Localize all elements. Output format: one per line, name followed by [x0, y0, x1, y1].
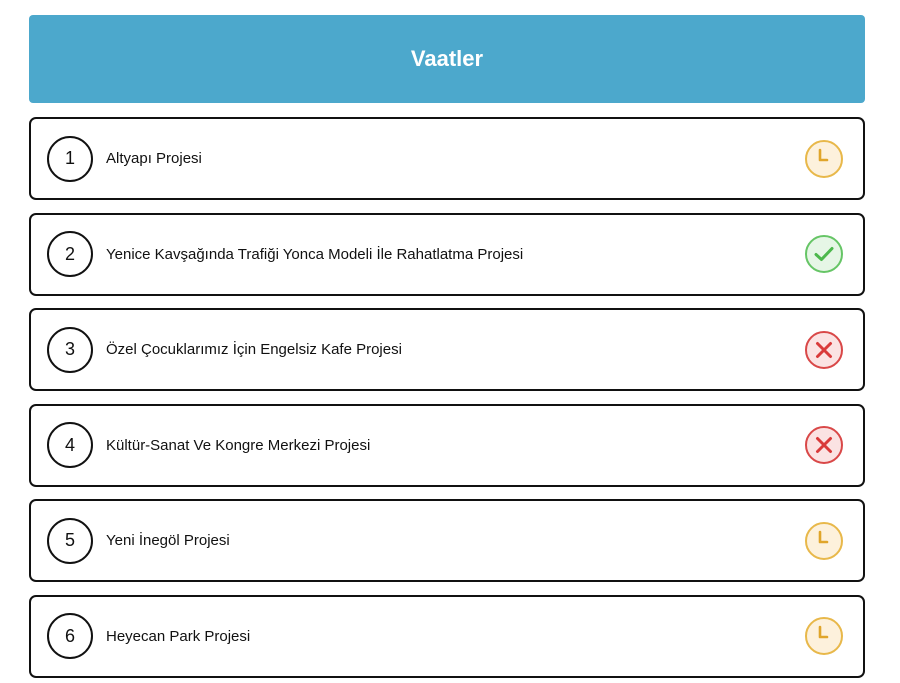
item-number: 6 [47, 613, 93, 659]
item-title: Altyapı Projesi [106, 150, 202, 167]
item-title: Heyecan Park Projesi [106, 627, 251, 645]
item-title: Özel Çocuklarımız İçin Engelsiz Kafe Projesi [106, 341, 402, 359]
x-icon [804, 425, 844, 465]
promise-item[interactable] [29, 404, 865, 487]
x-icon [804, 330, 844, 370]
promise-item[interactable] [29, 117, 865, 200]
item-title: Yeni İnegöl Projesi [106, 532, 230, 550]
promise-list [29, 117, 865, 683]
promise-item[interactable] [29, 595, 865, 678]
item-title: Kültür-Sanat Ve Kongre Merkezi Projesi [106, 436, 371, 454]
item-number: 4 [47, 422, 93, 468]
promise-item[interactable] [29, 308, 865, 391]
item-number: 3 [47, 327, 93, 373]
check-icon [804, 234, 844, 274]
item-title: Yenice Kavşağında Trafiği Yonca Modeli İle Rahatlatma Projesi [106, 245, 524, 263]
clock-icon [804, 616, 844, 656]
page-header [29, 15, 865, 103]
item-number: 2 [47, 231, 93, 277]
promise-item[interactable] [29, 499, 865, 582]
item-number: 1 [47, 136, 93, 182]
clock-icon [804, 521, 844, 561]
promise-item[interactable] [29, 213, 865, 296]
clock-icon [804, 139, 844, 179]
item-number: 5 [47, 518, 93, 564]
page-title: Vaatler [410, 46, 484, 71]
